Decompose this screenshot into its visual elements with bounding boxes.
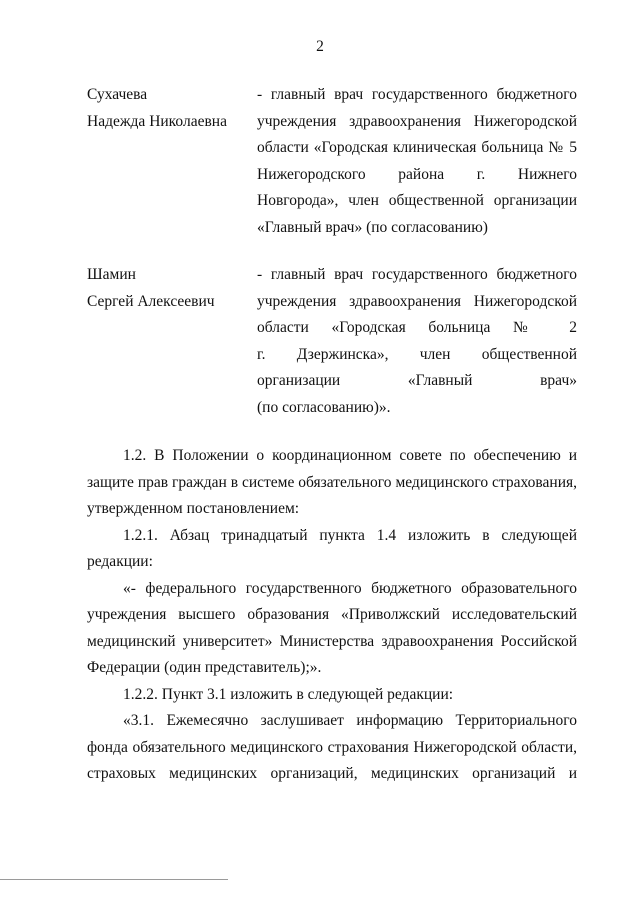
member-surname: Шамин [87,266,136,283]
paragraph-line: утвержденном постановлением: [87,500,300,517]
paragraph-line: «3.1. Ежемесячно заслушивает информацию Территориального [123,712,577,729]
member-name [87,82,252,135]
member-description-line: «Главный врач» (по согласованию) [257,218,488,236]
paragraph-line: медицинский университет» Министерства здравоохранения Российской [87,632,577,650]
member-description-line: учреждения здравоохранения Нижегородской [257,292,577,310]
member-name [87,262,252,315]
member-given-names: Сергей Алексеевич [87,292,215,310]
member-entry-shamin [87,262,577,422]
member-description-line: области «Городская больница № 2 [257,319,577,336]
member-description-line: Новгорода», член общественной организации [257,192,577,209]
paragraph-line: учреждения высшего образования «Приволжский исследовательский [87,606,577,623]
paragraph-line: редакции: [87,553,153,570]
member-description-line: учреждения здравоохранения Нижегородской [257,112,577,130]
member-description [257,262,577,421]
paragraph-line: защите прав граждан в системе обязательного медицинского страхования, [87,473,577,491]
page-number: 2 [316,38,324,55]
paragraph-line: фонда обязательного медицинского страхования Нижегородской области, [87,738,577,756]
footer-rule [0,879,228,880]
paragraph-line: Федерации (один представитель);». [87,659,322,676]
member-description-line: организации «Главный врач» [257,372,577,389]
member-description-line: - главный врач государственного бюджетного [257,266,577,283]
member-surname: Сухачева [87,86,148,103]
paragraph-line: страховых медицинских организаций, медицинских организаций и [87,765,577,782]
paragraph-line: 1.2.2. Пункт 3.1 изложить в следующей редакции: [123,685,454,703]
member-description-line: г. Дзержинска», член общественной [257,345,577,363]
member-description-line: Нижегородского района г. Нижнего [257,165,577,183]
paragraph-line: «- федерального государственного бюджетного образовательного [123,579,577,597]
member-description-line: (по согласованию)». [257,398,391,416]
member-description-line: области «Городская клиническая больница № 5 [257,139,577,156]
member-given-names: Надежда Николаевна [87,112,227,130]
member-description-line: - главный врач государственного бюджетного [257,86,577,103]
paragraph-line: 1.2.1. Абзац тринадцатый пункта 1.4 изложить в следующей [123,526,577,544]
paragraph-line: 1.2. В Положении о координационном совете по обеспечению и [123,447,577,464]
member-description [257,82,577,241]
amendment-text [87,443,577,788]
member-entry-sukhacheva [87,82,577,242]
